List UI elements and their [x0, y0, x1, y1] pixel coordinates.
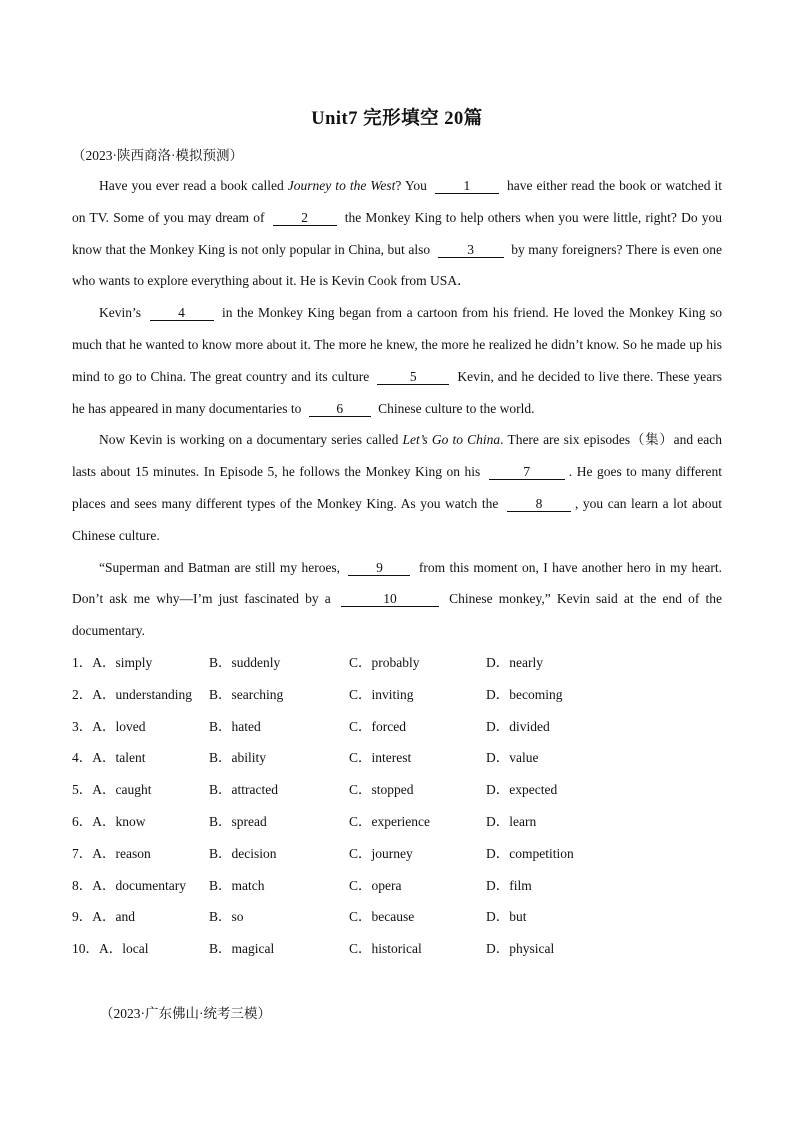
source-note-2: （2023·广东佛山·统考三模）	[100, 1006, 271, 1021]
blank-10: 10	[341, 591, 439, 607]
option-row-6: 6．A．know B．spread C．experience D．learn	[72, 813, 537, 829]
paragraph-2: Kevin’s 4 in the Monkey King began from a cartoon from his friend. He loved the Monkey King so much that he wanted to know more about it. The more he knew, the more he realized he didn’t know. So he made up his mind to go to China. The great country and its culture 5 Kevin, and he decided to live there. These years he has appeared in many documentaries to 6 Chinese culture to the world.	[72, 305, 722, 416]
paragraph-3: Now Kevin is working on a documentary series called Let’s Go to China. There are six episodes（集）and each lasts about 15 minutes. In Episode 5, he follows the Monkey King on his 7 . He goes to many different places and sees many different types of the Monkey King. As you watch the 8 , you can learn a lot about Chinese culture.	[72, 432, 723, 543]
option-row-5: 5．A．caught B．attracted C．stopped D．expected	[72, 782, 558, 798]
page-title: Unit7 完形填空 20篇	[311, 109, 483, 129]
blank-2: 2	[273, 210, 337, 226]
option-row-10: 10．A．local B．magical C．historical D．physical	[72, 941, 555, 957]
option-row-3: 3．A．loved B．hated C．forced D．divided	[72, 718, 550, 734]
option-row-8: 8．A．documentary B．match C．opera D．film	[72, 877, 532, 893]
paragraph-4: “Superman and Batman are still my heroes, 9 from this moment on, I have another hero in my heart. Don’t ask me why—I’m just fascinated by a 10 Chinese monkey,” Kevin said at the end of the documentary.	[72, 559, 723, 639]
option-row-4: 4．A．talent B．ability C．interest D．value	[72, 750, 539, 766]
blank-3: 3	[438, 242, 504, 258]
blank-1: 1	[435, 178, 499, 194]
blank-6: 6	[309, 401, 371, 417]
blank-4: 4	[150, 305, 214, 321]
blank-9: 9	[348, 560, 410, 576]
option-row-7: 7．A．reason B．decision C．journey D．competition	[72, 845, 574, 861]
option-row-1: 1．A．simply B．suddenly C．probably D．nearly	[72, 655, 543, 670]
cloze-passage	[72, 170, 722, 647]
answer-options	[72, 647, 722, 965]
blank-5: 5	[377, 369, 449, 385]
paragraph-1: Have you ever read a book called Journey to the West? You 1 have either read the book or watched it on TV. Some of you may dream of 2 the Monkey King to help others when you were little, right? Do you know that the Monkey King is not only popular in China, but also 3 by many foreigners? There is even one who wants to explore everything about it. He is Kevin Cook from USA．	[72, 178, 722, 289]
source-note-1: （2023·陕西商洛·模拟预测）	[72, 148, 243, 163]
blank-8: 8	[507, 496, 571, 512]
option-row-9: 9．A．and B．so C．because D．but	[72, 909, 527, 925]
option-row-2: 2．A．understanding B．searching C．inviting D．becoming	[72, 686, 563, 702]
blank-7: 7	[489, 464, 565, 480]
